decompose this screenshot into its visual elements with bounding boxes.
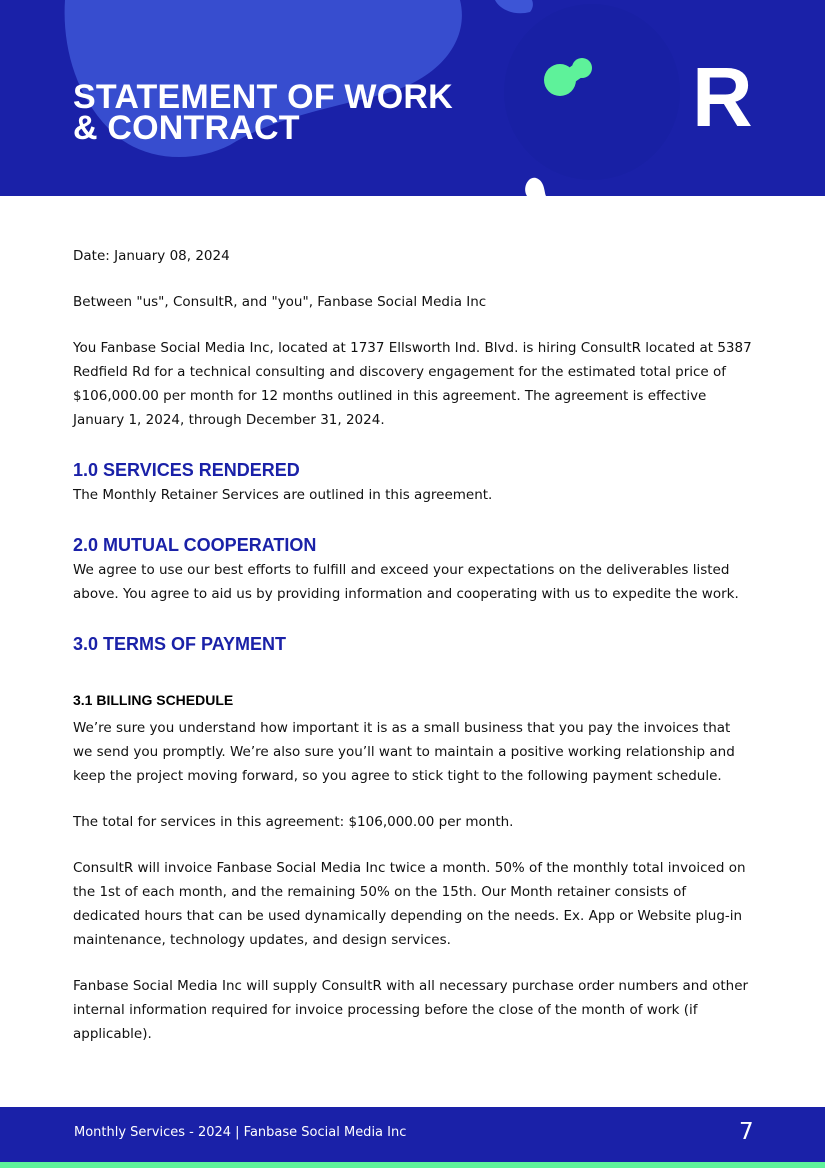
parties-line: Between "us", ConsultR, and "you", Fanbase Social Media Inc <box>73 294 487 310</box>
page-number: 7 <box>739 1119 754 1145</box>
footer-text: Monthly Services - 2024 | Fanbase Social Media Inc <box>74 1125 407 1140</box>
header-banner <box>0 0 825 196</box>
footer-bar <box>0 1107 825 1162</box>
section-3-heading: 3.0 TERMS OF PAYMENT <box>73 634 287 654</box>
billing-paragraph-3: ConsultR will invoice Fanbase Social Media Inc twice a month. 50% of the monthly total invoiced on the 1st of each month, and the remaining 50% on the 15th. Our Month retainer consists of dedicated hours that can be used dynamically depending on the needs. Ex. App or Website plug-in maintenance, technology updates, and design services. <box>73 860 746 948</box>
section-1-text: The Monthly Retainer Services are outlined in this agreement. <box>73 487 493 503</box>
page-title <box>73 78 453 147</box>
billing-paragraph-4: Fanbase Social Media Inc will supply ConsultR with all necessary purchase order numbers and other internal information required for invoice processing before the close of the month of work (if applicable). <box>73 978 749 1042</box>
title-line-1: STATEMENT OF WORK <box>73 78 453 116</box>
logo-r: R <box>692 50 753 144</box>
top-drip-shape <box>495 0 533 13</box>
intro-paragraph: You Fanbase Social Media Inc, located at 1737 Ellsworth Ind. Blvd. is hiring ConsultR located at 5387 Redfield Rd for a technical consulting and discovery engagement for the estimated total price of $106,000.00 per month for 12 months outlined in this agreement. The agreement is effective January 1, 2024, through December 31, 2024. <box>73 340 752 428</box>
date-line: Date: January 08, 2024 <box>73 248 230 264</box>
bottom-drip-shape <box>525 178 546 196</box>
section-2-text: We agree to use our best efforts to fulfill and exceed your expectations on the deliverables listed above. You agree to aid us by providing information and cooperating with us to expedite the work. <box>73 562 739 602</box>
title-line-2: & CONTRACT <box>73 109 300 147</box>
section-2-heading: 2.0 MUTUAL COOPERATION <box>73 535 317 555</box>
billing-paragraph-2: The total for services in this agreement: $106,000.00 per month. <box>73 814 514 830</box>
dark-circle-shape <box>504 4 680 180</box>
billing-paragraph-1: We’re sure you understand how important it is as a small business that you pay the invoices that we send you promptly. We’re also sure you’ll want to maintain a positive working relationship and keep the project moving forward, so you agree to stick tight to the following payment schedule. <box>73 720 735 784</box>
billing-schedule-heading: 3.1 BILLING SCHEDULE <box>73 692 234 708</box>
document-body <box>73 244 753 1046</box>
section-1-heading: 1.0 SERVICES RENDERED <box>73 460 300 480</box>
footer-accent-strip <box>0 1162 825 1168</box>
